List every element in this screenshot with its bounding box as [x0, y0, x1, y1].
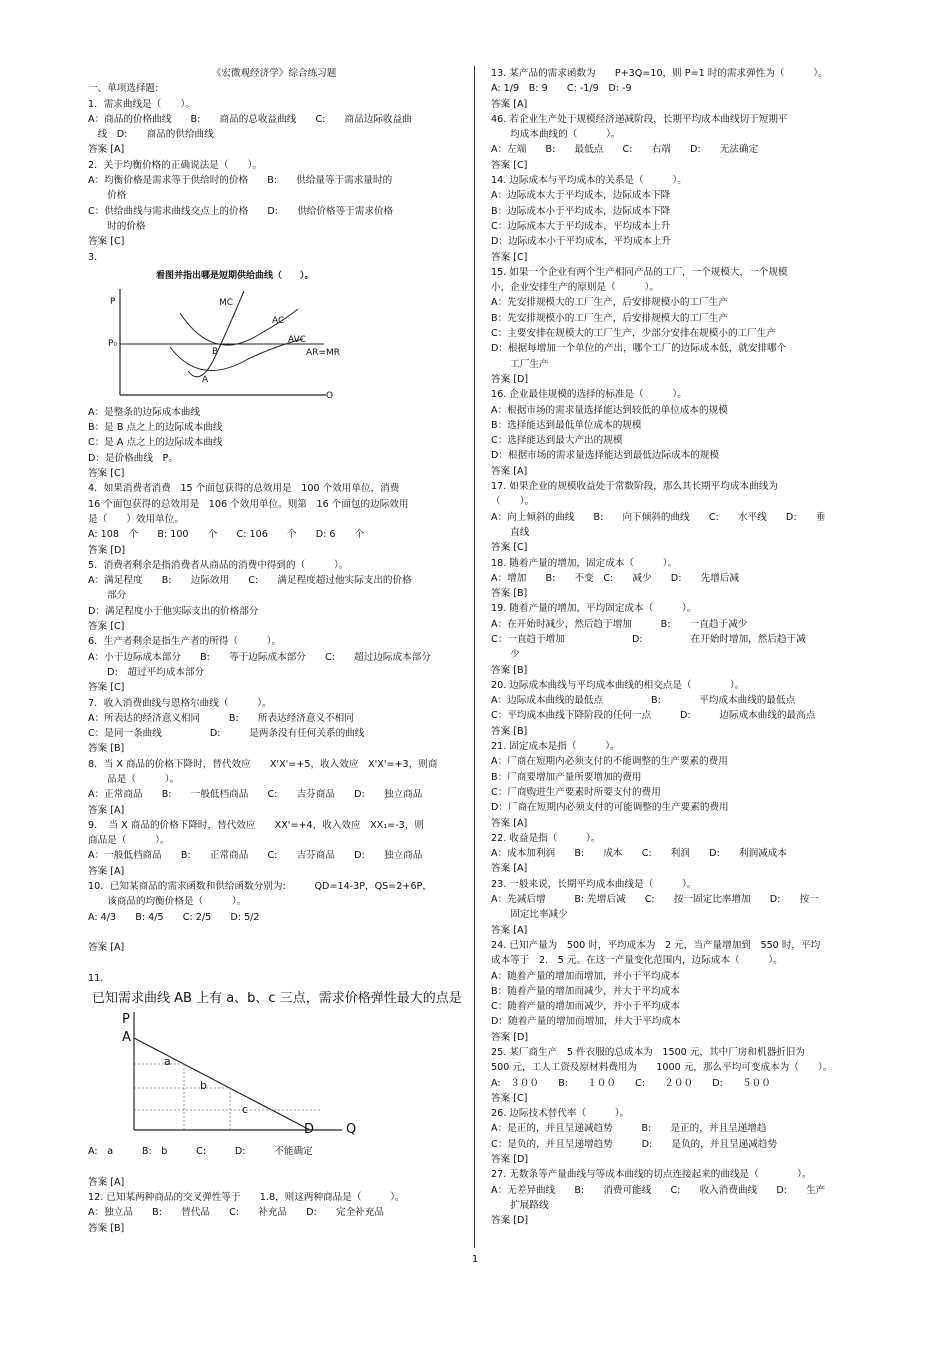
text-line: C：主要安排在规模大的工厂生产，少部分安排在规模小的工厂生产 — [491, 328, 776, 340]
left-column — [88, 66, 460, 1236]
text-line: C：厂商购进生产要素时所要支付的费用 — [491, 786, 661, 798]
text-line: （ ）。 — [491, 496, 535, 508]
text-line: 答案 [A] — [88, 865, 125, 877]
text-line: 3. — [88, 251, 98, 263]
page-number: 1 — [471, 1254, 479, 1265]
text-line: 20. 边际成本曲线与平均成本曲线的相交点是（ ）。 — [491, 679, 745, 691]
text-line: 4．如果消费者消费 15 个面包获得的总效用是 100 个效用单位，消费 — [88, 483, 400, 495]
text-line: 1．需求曲线是（ ）。 — [88, 98, 195, 110]
demand-curve-chart — [88, 990, 388, 1140]
figure-caption: 看图并指出哪是短期供给曲线（ ）。 — [156, 270, 314, 281]
text-line: 答案 [D] — [88, 544, 126, 556]
text-line: 46. 若企业生产处于规模经济递减阶段，长期平均成本曲线切于短期平 — [491, 113, 788, 125]
text-line: 一、单项选择题: — [88, 83, 159, 95]
text-line: 8．当 X 商品的价格下降时，替代效应 X'X'=+5，收入效应 X'X'=+3，则商 — [88, 758, 438, 770]
text-line: 扩展路线 — [491, 1199, 549, 1211]
text-line: D：满足程度小于他实际支出的价格部分 — [88, 605, 259, 617]
text-line: D：根据市场的需求量选择能达到最低边际成本的规模 — [491, 450, 720, 462]
text-line: 6．生产者剩余是指生产者的所得（ ）。 — [88, 636, 282, 648]
text-line: 2．关于均衡价格的正确说法是（ ）。 — [88, 159, 262, 171]
ac-label: AC — [272, 315, 285, 326]
document-title: 《宏微观经济学》综合练习题 — [211, 68, 337, 79]
axis-p-label: P — [122, 1012, 130, 1028]
text-line: A：随着产量的增加而增加，并小于平均成本 — [491, 970, 680, 982]
text-line: 部分 — [88, 590, 127, 602]
text-line: A：独立品 B: 替代品 C: 补充品 D: 完全补充品 — [88, 1207, 384, 1219]
text-line: A：边际成本大于平均成本，边际成本下降 — [491, 190, 671, 202]
point-a-lower: a — [164, 1055, 171, 1069]
text-line: A：满足程度 B: 边际效用 C: 满足程度超过他实际支出的价格 — [88, 575, 412, 587]
text-line: 答案 [A] — [491, 863, 528, 875]
text-line: 9． 当 X 商品的价格下降时，替代效应 XX'=+4，收入效应 XX₁=-3，则 — [88, 819, 424, 831]
text-line: 19. 随着产量的增加，平均固定成本（ ）。 — [491, 603, 697, 615]
text-line: 工厂生产 — [491, 358, 549, 370]
text-line: 答案 [D] — [491, 1154, 529, 1166]
text-line: 答案 [C] — [491, 1092, 528, 1104]
text-line: 时的价格 — [88, 220, 146, 232]
text-line: 答案 [A] — [88, 144, 125, 156]
text-line: 15. 如果一个企业有两个生产相同产品的工厂，一个规模大，一个规模 — [491, 266, 788, 278]
text-line: 答案 [D] — [491, 1031, 529, 1043]
text-line: B：随着产量的增加而减少，并大于平均成本 — [491, 985, 680, 997]
text-line: B：厂商要增加产量所要增加的费用 — [491, 771, 642, 783]
text-line: 14. 边际成本与平均成本的关系是（ ）。 — [491, 175, 687, 187]
text-line: 10．已知某商品的需求函数和供给函数分别为: QD=14-3P，QS=2+6P， — [88, 881, 432, 893]
text-line: D: 超过平均成本部分 — [88, 666, 205, 678]
point-a-upper: A — [122, 1030, 131, 1046]
column-divider — [474, 66, 475, 1248]
text-line: A：边际成本曲线的最低点 B: 平均成本曲线的最低点 — [491, 695, 796, 707]
text-line: 11. — [88, 972, 104, 984]
text-line: C：是 A 点之上的边际成本曲线 — [88, 437, 223, 449]
text-line: B：先安排规模小的工厂生产，后安排规模大的工厂生产 — [491, 312, 728, 324]
text-line: A：均衡价格是需求等于供给时的价格 B: 供给量等于需求量时的 — [88, 175, 393, 187]
text-line: 16. 企业最佳规模的选择的标准是（ ）。 — [491, 389, 687, 401]
text-line: C：平均成本曲线下降阶段的任何一点 D: 边际成本曲线的最高点 — [491, 710, 816, 722]
text-line: C：是同一条曲线 D: 是两条没有任何关系的曲线 — [88, 728, 365, 740]
text-line — [88, 925, 460, 940]
text-line: 26. 边际技术替代率（ ）。 — [491, 1108, 630, 1120]
text-line: 答案 [C] — [88, 236, 125, 248]
text-line: 答案 [B] — [491, 664, 528, 676]
text-line: 答案 [C] — [88, 682, 125, 694]
right-column — [491, 66, 863, 1229]
text-line: C：供给曲线与需求曲线交点上的价格 D: 供给价格等于需求价格 — [88, 205, 394, 217]
text-line: 答案 [A] — [88, 1176, 125, 1188]
text-line: A：是整条的边际成本曲线 — [88, 406, 201, 418]
text-line: B：是 B 点之上的边际成本曲线 — [88, 422, 223, 434]
right-questions-13-27 — [491, 66, 863, 1229]
text-line: 17. 如果企业的规模收益处于常数阶段，那么其长期平均成本曲线为 — [491, 481, 778, 493]
demand-line-ab — [134, 1038, 310, 1130]
left-questions-3-11 — [88, 405, 460, 986]
left-questions-11-12 — [88, 1144, 460, 1236]
origin-label: O — [326, 390, 334, 401]
text-line: 是（ ）效用单位。 — [88, 513, 184, 525]
text-line: C：选择能达到最大产出的规模 — [491, 435, 623, 447]
text-line: A: 4/3 B: 4/5 C: 2/5 D: 5/2 — [88, 911, 260, 923]
text-line — [88, 956, 460, 971]
text-line: A：是正的，并且呈递减趋势 B: 是正的，并且呈递增趋 — [491, 1123, 767, 1135]
text-line: 答案 [B] — [491, 588, 528, 600]
left-questions-1-3 — [88, 81, 460, 265]
text-line: 16 个面包获得的总效用是 106 个效用单位。则第 16 个面包的边际效用 — [88, 498, 409, 510]
text-line: A：所表达的经济意义相同 B: 所表达经济意义不相同 — [88, 712, 354, 724]
text-line: B：边际成本小于平均成本，边际成本下降 — [491, 205, 671, 217]
text-line: 答案 [B] — [88, 743, 125, 755]
text-line: 答案 [D] — [491, 373, 529, 385]
text-line: A：向上倾斜的曲线 B: 向下倾斜的曲线 C: 水平线 D: 垂 — [491, 511, 826, 523]
ar-mr-label: AR=MR — [306, 347, 340, 358]
text-line: 固定比率减少 — [491, 909, 568, 921]
point-b-lower: b — [200, 1079, 207, 1093]
text-line: 12. 已知某两种商品的交叉弹性等于 1.8，则这两种商品是（ ）。 — [88, 1192, 405, 1204]
text-line: C：边际成本大于平均成本，平均成本上升 — [491, 220, 671, 232]
text-line: 18. 随着产量的增加，固定成本（ ）。 — [491, 557, 678, 569]
point-c-lower: c — [242, 1103, 249, 1117]
avc-label: AVC — [288, 334, 307, 345]
text-line: 答案 [B] — [491, 725, 528, 737]
text-line: 25. 某厂商生产 5 件衣服的总成本为 1500 元，其中厂房和机器折旧为 — [491, 1047, 805, 1058]
p0-label: P₀ — [108, 338, 118, 349]
text-line: 直线 — [491, 526, 530, 538]
text-line: A: ３００ B: １００ C: ２００ D: ５００ — [491, 1077, 771, 1089]
text-line: 品是（ ）。 — [88, 773, 180, 785]
figure-demand-elasticity — [88, 990, 460, 1140]
cost-curves-chart — [88, 269, 348, 401]
text-line: A：成本加利润 B: 成本 C: 利润 D: 利润减成本 — [491, 848, 787, 860]
figure-short-run-supply — [88, 269, 460, 401]
text-line: 答案 [A] — [491, 465, 528, 477]
text-line: D：随着产量的增加而增加，并大于平均成本 — [491, 1016, 681, 1028]
text-line: 少 — [491, 649, 520, 661]
text-line: 答案 [A] — [88, 942, 125, 954]
text-line: 答案 [D] — [491, 1215, 529, 1227]
text-line: 答案 [C] — [491, 159, 528, 171]
text-line — [88, 1159, 460, 1174]
text-line: 均成本曲线的（ ）。 — [491, 129, 621, 141]
point-a-label: A — [202, 374, 209, 385]
text-line: A: 108 个 B: 100 个 C: 106 个 D: 6 个 — [88, 529, 365, 541]
text-line: A：一般低档商品 B: 正常商品 C: 吉芬商品 D: 独立商品 — [88, 850, 423, 862]
text-line: A：无差异曲线 B: 消费可能线 C: 收入消费曲线 D: 生产 — [491, 1184, 826, 1196]
text-line: A：根据市场的需求量选择能达到较低的单位成本的规模 — [491, 404, 728, 416]
text-line: D：是价格曲线 P。 — [88, 452, 178, 464]
text-line: A：商品的价格曲线 B: 商品的总收益曲线 C: 商品边际收益曲 — [88, 113, 412, 125]
text-line: C：随着产量的增加而减少，并小于平均成本 — [491, 1001, 680, 1013]
text-line: 该商品的均衡价格是（ ）。 — [88, 896, 247, 908]
text-line: A: a B: b C: D: 不能确定 — [88, 1146, 313, 1158]
text-line: D：根据每增加一个单位的产出，哪个工厂的边际成本低，就安排哪个 — [491, 343, 787, 355]
text-line: 小，企业安排生产的原则是（ ）。 — [491, 282, 659, 294]
text-line: 成本等于 2. 5 元。在这一产量变化范围内，边际成本（ ）。 — [491, 955, 783, 967]
text-line: B：选择能达到最低单位成本的规模 — [491, 419, 642, 431]
text-line: 27. 无数条等产量曲线与等成本曲线的切点连接起来的曲线是（ ）。 — [491, 1169, 812, 1181]
point-b-label: B — [212, 346, 219, 357]
text-line: A：正常商品 B: 一般低档商品 C: 吉芬商品 D: 独立商品 — [88, 789, 423, 801]
text-line: C：一直趋于增加 D: 在开始时增加，然后趋于减 — [491, 633, 806, 645]
text-line: 答案 [A] — [491, 817, 528, 829]
text-line: A：先减后增 B: 先增后减 C: 按一固定比率增加 D: 按一 — [491, 894, 819, 906]
text-line: D：边际成本小于平均成本，平均成本上升 — [491, 236, 672, 248]
text-line: 答案 [C] — [88, 468, 125, 480]
text-line: 商品是（ ）。 — [88, 835, 170, 847]
text-line: 答案 [C] — [88, 621, 125, 633]
text-line: 5．消费者剩余是指消费者从商品的消费中得到的（ ）。 — [88, 559, 349, 571]
text-line: 答案 [B] — [88, 1222, 125, 1234]
text-line: A：先安排规模大的工厂生产，后安排规模小的工厂生产 — [491, 297, 728, 309]
text-line: 答案 [A] — [491, 924, 528, 936]
text-line: A：厂商在短期内必须支付的不能调整的生产要素的费用 — [491, 756, 728, 768]
text-line: 21. 固定成本是指（ ）。 — [491, 741, 620, 753]
point-d: D — [304, 1122, 315, 1138]
text-line: 500 元，工人工资及原材料费用为 1000 元，那么平均可变成本为（ ）。 — [491, 1062, 833, 1074]
text-line: 7．收入消费曲线与恩格尔曲线（ ）。 — [88, 697, 272, 709]
text-line: 答案 [C] — [491, 251, 528, 263]
text-line: C：是负的，并且呈递增趋势 D: 是负的，并且呈递减趋势 — [491, 1138, 777, 1150]
text-line: 价格 — [88, 190, 127, 202]
text-line: 答案 [C] — [491, 542, 528, 554]
text-line: 22. 收益是指（ ）。 — [491, 832, 601, 844]
text-line: D：厂商在短期内必须支付的可能调整的生产要素的费用 — [491, 802, 729, 814]
mc-label: MC — [219, 297, 234, 308]
axis-q-label: Q — [346, 1122, 357, 1138]
axis-p-label: P — [110, 296, 116, 307]
text-line: 23. 一般来说，长期平均成本曲线是（ ）。 — [491, 878, 697, 890]
text-line: 13. 某产品的需求函数为 P+3Q=10，则 P=1 时的需求弹性为（ ）。 — [491, 68, 828, 79]
text-line: A：在开始时减少，然后趋于增加 B: 一直趋于减少 — [491, 618, 748, 630]
text-line: 答案 [A] — [491, 98, 528, 110]
text-line: 线 D: 商品的供给曲线 — [88, 129, 214, 141]
mc-curve — [188, 291, 244, 377]
text-line: A：小于边际成本部分 B: 等于边际成本部分 C: 超过边际成本部分 — [88, 651, 431, 663]
text-line: 24. 已知产量为 500 时，平均成本为 2 元，当产量增加到 550 时，平均 — [491, 939, 821, 951]
figure-caption: 已知需求曲线 AB 上有 a、b、c 三点，需求价格弹性最大的点是 — [92, 991, 462, 1007]
text-line: A：增加 B: 不变 C: 减少 D: 先增后减 — [491, 572, 739, 584]
text-line: 答案 [A] — [88, 804, 125, 816]
text-line: A: 1/9 B: 9 C: -1/9 D: -9 — [491, 83, 632, 95]
text-line: A：左端 B: 最低点 C: 右端 D: 无法确定 — [491, 144, 759, 156]
